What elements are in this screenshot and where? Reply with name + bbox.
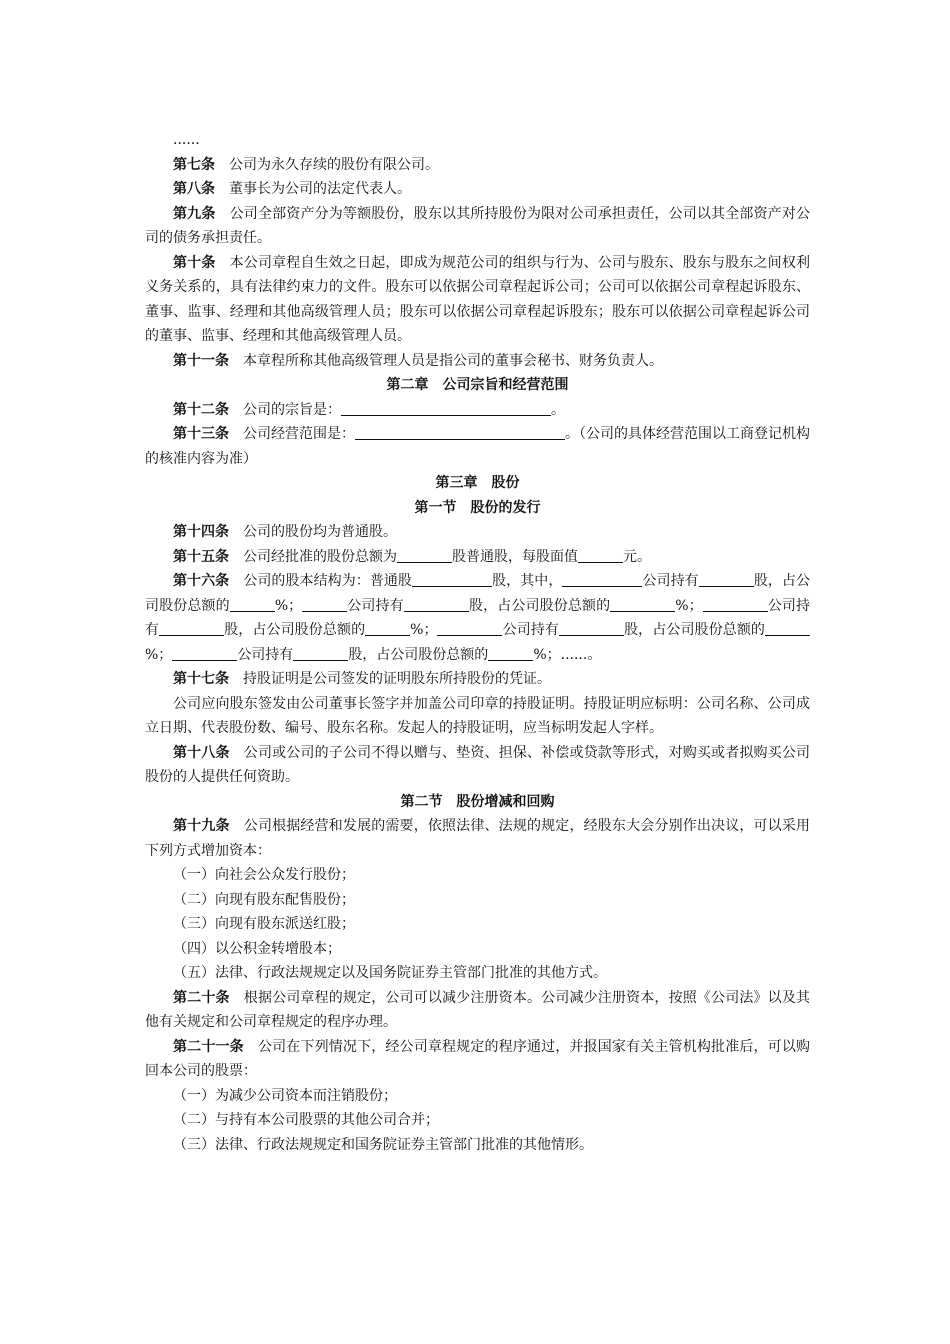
section-2-heading: 第二节 股份增减和回购 bbox=[400, 793, 555, 810]
list-item: （三）法律、行政法规规定和国务院证券主管部门批准的其他情形。 bbox=[173, 1136, 593, 1153]
article-text: %； bbox=[274, 597, 303, 614]
article-text: %； bbox=[533, 646, 561, 663]
article-label: 第十八条 bbox=[173, 744, 230, 761]
article-10 bbox=[145, 251, 810, 349]
article-label: 第二十条 bbox=[173, 989, 230, 1006]
list-item: （二）与持有本公司股票的其他公司合并； bbox=[173, 1112, 439, 1128]
article-13 bbox=[145, 422, 810, 471]
fill-blank bbox=[559, 620, 624, 636]
article-text: 董事长为公司的法定代表人。 bbox=[229, 181, 411, 197]
article-text: %； bbox=[675, 597, 703, 614]
fill-blank bbox=[437, 620, 502, 636]
article-label: 第十九条 bbox=[173, 818, 230, 834]
article-17 bbox=[145, 667, 810, 692]
fill-blank bbox=[172, 645, 237, 661]
article-20 bbox=[145, 986, 810, 1035]
article-text: 根据公司章程的规定，公司可以减少注册资本。公司减少注册资本，按照《公司法》以及其他有关规定和公司章程规定的程序办理。 bbox=[145, 989, 811, 1030]
article-label: 第十五条 bbox=[173, 548, 229, 565]
article-label: 第十六条 bbox=[173, 573, 230, 589]
article-9 bbox=[145, 202, 810, 251]
article-11 bbox=[145, 349, 810, 374]
ellipsis: ...... bbox=[173, 132, 200, 148]
article-8 bbox=[145, 177, 810, 202]
article-text: 公司持有 bbox=[347, 597, 404, 614]
article-text: 公司在下列情况下，经公司章程规定的程序通过，并报国家有关主管机构批准后，可以购回本公司的股票： bbox=[145, 1038, 810, 1079]
fill-blank bbox=[341, 400, 551, 416]
list-item: （一）为减少公司资本而注销股份； bbox=[173, 1087, 397, 1104]
article-text-end: 。（公司的具体经营范围以工商登记机构的核准内容为准） bbox=[145, 426, 810, 467]
fill-blank bbox=[562, 571, 642, 587]
article-text: 公司的股本结构为：普通股 bbox=[243, 573, 413, 589]
article-text: %； bbox=[145, 646, 173, 663]
article-19 bbox=[145, 814, 810, 863]
article-label: 第八条 bbox=[173, 181, 215, 197]
article-text: 公司持有 bbox=[237, 646, 294, 663]
article-text: 公司根据经营和发展的需要，依照法律、法规的规定，经股东大会分别作出决议，可以采用下列方式增加资本： bbox=[145, 818, 811, 859]
article-text: 公司为永久存续的股份有限公司。 bbox=[229, 156, 439, 173]
article-text: 公司持有 bbox=[502, 622, 559, 638]
article-text: 公司或公司的子公司不得以赠与、垫资、担保、补偿或贷款等形式，对购买或者拟购买公司股份的人提供任何资助。 bbox=[145, 744, 811, 785]
fill-blank bbox=[412, 571, 492, 587]
article-16 bbox=[145, 569, 810, 667]
article-text: 股，其中， bbox=[492, 573, 563, 589]
article-text: ......。 bbox=[560, 646, 602, 663]
fill-blank bbox=[230, 596, 275, 612]
article-label: 第十条 bbox=[173, 254, 216, 271]
article-17-paragraph-2: 公司应向股东签发由公司董事长签字并加盖公司印章的持股证明。持股证明应标明：公司名称、公司成立日期、代表股份数、编号、股东名称。发起人的持股证明，应当标明发起人字样。 bbox=[145, 695, 810, 736]
article-text: 公司的股份均为普通股。 bbox=[243, 524, 397, 540]
article-text: 股，占公司股份总额的 bbox=[623, 622, 766, 638]
article-14 bbox=[145, 520, 810, 545]
fill-blank bbox=[404, 596, 469, 612]
chapter-3-heading: 第三章 股份 bbox=[435, 475, 520, 491]
article-label: 第十七条 bbox=[173, 671, 229, 687]
article-label: 第九条 bbox=[173, 205, 216, 222]
article-21 bbox=[145, 1035, 810, 1084]
article-text: 股普通股，每股面值 bbox=[452, 548, 578, 565]
list-item: （四）以公积金转增股本； bbox=[173, 940, 341, 957]
article-text: 公司持有 bbox=[642, 573, 699, 589]
article-label: 第七条 bbox=[173, 156, 215, 173]
list-item: （一）向社会公众发行股份； bbox=[173, 867, 355, 883]
fill-blank bbox=[397, 547, 452, 563]
article-text: 本章程所称其他高级管理人员是指公司的董事会秘书、财务负责人。 bbox=[243, 352, 663, 369]
fill-blank bbox=[355, 424, 565, 440]
list-item: （五）法律、行政法规规定以及国务院证券主管部门批准的其他方式。 bbox=[173, 965, 607, 981]
article-text: 股，占公司股份总额的 bbox=[145, 573, 810, 614]
fill-blank bbox=[302, 596, 347, 612]
fill-blank bbox=[610, 596, 675, 612]
article-text: 本公司章程自生效之日起，即成为规范公司的组织与行为、公司与股东、股东与股东之间权利义务关系的，具有法律约束力的文件。股东可以依据公司章程起诉公司；公司可以依据公司章程起诉股东、董事、监事、经理和其他高级管理人员；股东可以依据公司章程起诉股东；股东可以依据公司章程起诉公司的董事、监事、经理和其他高级管理人员。 bbox=[145, 254, 811, 344]
section-1-heading: 第一节 股份的发行 bbox=[414, 499, 541, 516]
article-text: 股，占公司股份总额的 bbox=[468, 597, 611, 614]
article-text: 股，占公司股份总额的 bbox=[348, 646, 489, 663]
fill-blank bbox=[365, 620, 410, 636]
fill-blank bbox=[159, 620, 224, 636]
list-item: （三）向现有股东派送红股； bbox=[173, 916, 355, 932]
chapter-2-heading: 第二章 公司宗旨和经营范围 bbox=[386, 377, 569, 393]
article-label: 第十三条 bbox=[173, 426, 229, 442]
article-label: 第十二条 bbox=[173, 401, 229, 418]
article-label: 第十四条 bbox=[173, 524, 229, 540]
article-text-end: 。 bbox=[551, 401, 565, 418]
article-15 bbox=[145, 545, 810, 570]
article-18 bbox=[145, 741, 810, 790]
fill-blank bbox=[293, 645, 348, 661]
article-7 bbox=[145, 153, 810, 178]
article-text: 公司经营范围是： bbox=[243, 426, 355, 442]
fill-blank bbox=[765, 620, 810, 636]
fill-blank bbox=[578, 547, 623, 563]
fill-blank bbox=[699, 571, 754, 587]
article-text: 公司的宗旨是： bbox=[243, 401, 341, 418]
article-label: 第二十一条 bbox=[173, 1038, 244, 1055]
article-12 bbox=[145, 398, 810, 423]
article-text: 股，占公司股份总额的 bbox=[224, 622, 366, 638]
article-text: 持股证明是公司签发的证明股东所持股份的凭证。 bbox=[243, 671, 551, 687]
fill-blank bbox=[488, 645, 533, 661]
article-text: 公司持有 bbox=[145, 597, 811, 638]
document-page bbox=[145, 128, 810, 1157]
article-text: %； bbox=[410, 622, 438, 638]
article-text: 元。 bbox=[623, 548, 651, 565]
list-item: （二）向现有股东配售股份； bbox=[173, 891, 355, 908]
article-text: 公司全部资产分为等额股份，股东以其所持股份为限对公司承担责任，公司以其全部资产对公司的债务承担责任。 bbox=[145, 205, 811, 246]
article-text: 公司经批准的股份总额为 bbox=[243, 548, 397, 565]
fill-blank bbox=[703, 596, 768, 612]
article-label: 第十一条 bbox=[173, 352, 229, 369]
